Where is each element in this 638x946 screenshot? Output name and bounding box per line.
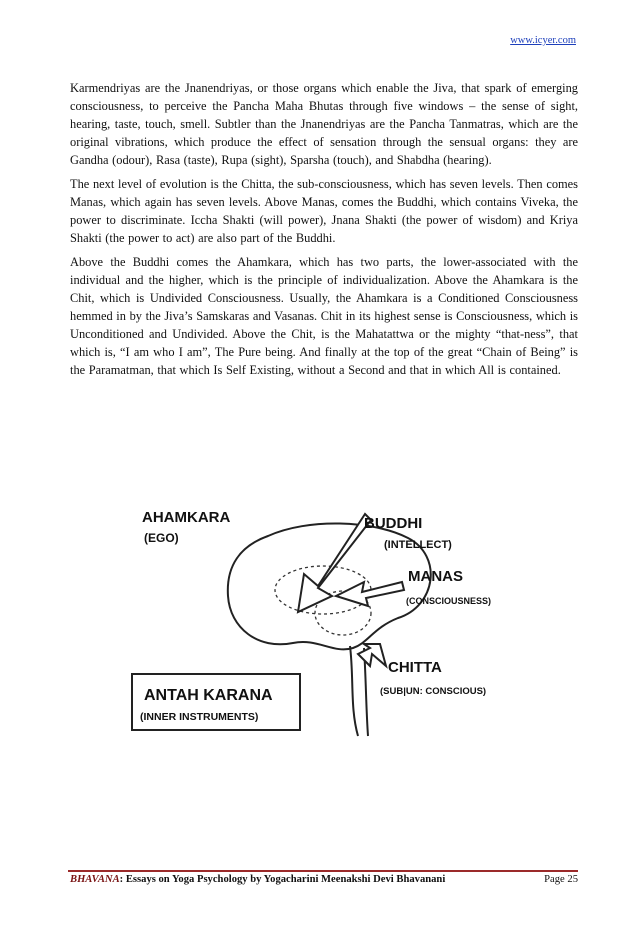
body-text	[70, 79, 578, 385]
antah-karana-diagram	[118, 478, 526, 738]
antah-karana-sub: (INNER INSTRUMENTS)	[140, 711, 259, 723]
antah-karana-title: ANTAH KARANA	[144, 687, 273, 704]
ahamkara-label: AHAMKARA	[142, 509, 231, 526]
chitta-label: CHITTA	[388, 659, 442, 676]
buddhi-sub-label: (INTELLECT)	[384, 539, 452, 551]
footer-book-title: BHAVANA	[70, 874, 120, 885]
header-site-link[interactable]: www.icyer.com	[510, 35, 576, 46]
footer-subtitle: : Essays on Yoga Psychology by Yogacharini Meenakshi Devi Bhavanani	[119, 874, 446, 885]
page-footer	[70, 874, 578, 885]
buddhi-label: BUDDHI	[364, 515, 423, 532]
page-number: Page 25	[544, 874, 578, 885]
chitta-sub-label: (SUB|UN: CONSCIOUS)	[380, 686, 487, 697]
chitta-arrow	[358, 644, 386, 666]
manas-arrow	[336, 582, 404, 606]
paragraph-3: Above the Buddhi comes the Ahamkara, which has two parts, the lower-associated with the individual and the higher, which is the principle of individualization. Above the Ahamkara is the Chit, which is Undivided Consciousness. Usually, the Ahamkara is a Conditioned Consciousness hemmed in by the Jiva’s Samskaras and Vasanas. Chit in its highest sense is Consciousness, which is Unconditioned and Undivided. Above the Chit, is the Mahatattwa or the mighty “that-ness”, that which is, “I am who I am”, The Pure being. And finally at the top of the great “Chain of Being” is the Paramatman, that which Is Self Existing, without a Second and that in which All is contained.	[70, 255, 578, 377]
ahamkara-sub-label: (EGO)	[144, 531, 179, 545]
paragraph-2: The next level of evolution is the Chitta, the sub-consciousness, which has seven levels. Then comes Manas, which again has seven levels. Above Manas, comes the Buddhi, which contains Viveka, the power to discriminate. Iccha Shakti (will power), Jnana Shakti (the power of wisdom) and Kriya Shakti (the power to act) are also part of the Buddhi.	[70, 177, 578, 245]
paragraph-1: Karmendriyas are the Jnanendriyas, or those organs which enable the Jiva, that spark of emerging consciousness, to perceive the Pancha Maha Bhutas through five windows – the sense of sight, hearing, taste, touch, smell. Subtler than the Jnanendriyas are the Pancha Tanmatras, which are the original vibrations, which produce the effect of sensation through the sensual organs: they are Gandha (odour), Rasa (taste), Rupa (sight), Sparsha (touch), and Shabdha (hearing).	[70, 81, 578, 167]
footer-rule	[68, 870, 578, 872]
manas-sub-label: (CONSCIOUSNESS)	[406, 596, 492, 606]
manas-label: MANAS	[408, 568, 463, 585]
